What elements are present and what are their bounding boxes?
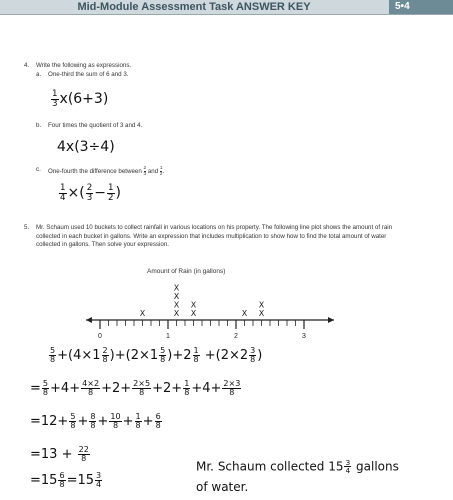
data-point-x: X: [190, 309, 197, 318]
problem-4a-text: One-third the sum of 6 and 3.: [48, 71, 129, 78]
problem-4-prompt: Write the following as expressions.: [36, 62, 132, 69]
problem-4b-letter: b.: [36, 122, 42, 129]
data-point-x: X: [173, 292, 180, 301]
problem-4c-text: One-fourth the difference between $\frac{2}{3}$ and $\frac{1}{2}$ .: [48, 165, 165, 176]
answer-4a: $\frac{1}{3}$ x(6+3): [52, 89, 109, 109]
tick-label: 0: [98, 333, 102, 340]
work-line-4: =13 + $\frac{22}{8}$: [30, 445, 89, 464]
conclusion-line-2: of water.: [196, 480, 249, 494]
problem-4a-letter: a.: [36, 71, 42, 78]
work-line-3: =12+ $\frac{5}{8}$ + $\frac{8}{8}$ + $\frac{10}{8}$ + $\frac{1}{8}$ + $\frac{6}{8}$: [30, 412, 161, 431]
problem-5-text: Mr. Schaum used 10 buckets to collect rainfall in various locations on his property. The following line plot shows the amount of rain collected in each bucket in gallons. Write an expression that includes multiplication to show how to find the total amount of water collected in gallons. Then solve your expression.: [36, 224, 393, 249]
problem-4b-text: Four times the quotient of 3 and 4.: [48, 122, 143, 129]
work-line-2: = $\frac{5}{8}$ +4+ $\frac{4\times 2}{8}$ +2+ $\frac{2\times 5}{8}$ +2+ $\frac{1}{8}$ +4+ $\frac{2\times 3}{8}$: [30, 379, 241, 398]
problem-4-number: 4.: [24, 62, 30, 69]
conclusion-line-1: Mr. Schaum collected 15 $\frac{3}{4}$ gallons: [196, 458, 399, 476]
page-header: [0, 0, 453, 15]
line-plot: [80, 275, 340, 345]
data-point-x: X: [139, 309, 146, 318]
data-point-x: X: [173, 309, 180, 318]
data-point-x: X: [258, 309, 265, 318]
data-point-x: X: [173, 300, 180, 310]
left-arrow: [86, 317, 92, 323]
answer-4b: 4x(3÷4): [57, 139, 115, 155]
tick-label: 3: [302, 333, 306, 340]
tick-label: 2: [234, 333, 238, 340]
work-line-5: =15 $\frac{6}{8}$ =15 $\frac{3}{4}$: [30, 471, 102, 490]
data-point-x: X: [190, 300, 197, 310]
plot-title: Amount of Rain (in gallons): [147, 268, 226, 275]
work-line-1: $\frac{5}{8}$ +(4×1 $\frac{2}{8}$ )+(2×1 $\frac{5}{8}$ )+2 $\frac{1}{8}$ +(2×2 $\frac{3}{8}$ ): [50, 346, 263, 365]
tick-label: 1: [166, 333, 170, 340]
header-title: Mid-Module Assessment Task ANSWER KEY: [77, 1, 311, 13]
problem-5-number: 5.: [24, 224, 30, 231]
data-point-x: X: [241, 309, 248, 318]
answer-4c: $\frac{1}{4}$ ×( $\frac{2}{3}$ − $\frac{1}{2}$ ): [60, 183, 121, 203]
problem-4c-letter: c.: [36, 166, 41, 173]
lesson-badge: 5•4: [389, 0, 453, 14]
data-point-x: X: [258, 300, 265, 310]
data-point-x: X: [173, 283, 180, 293]
right-arrow: [328, 317, 334, 323]
